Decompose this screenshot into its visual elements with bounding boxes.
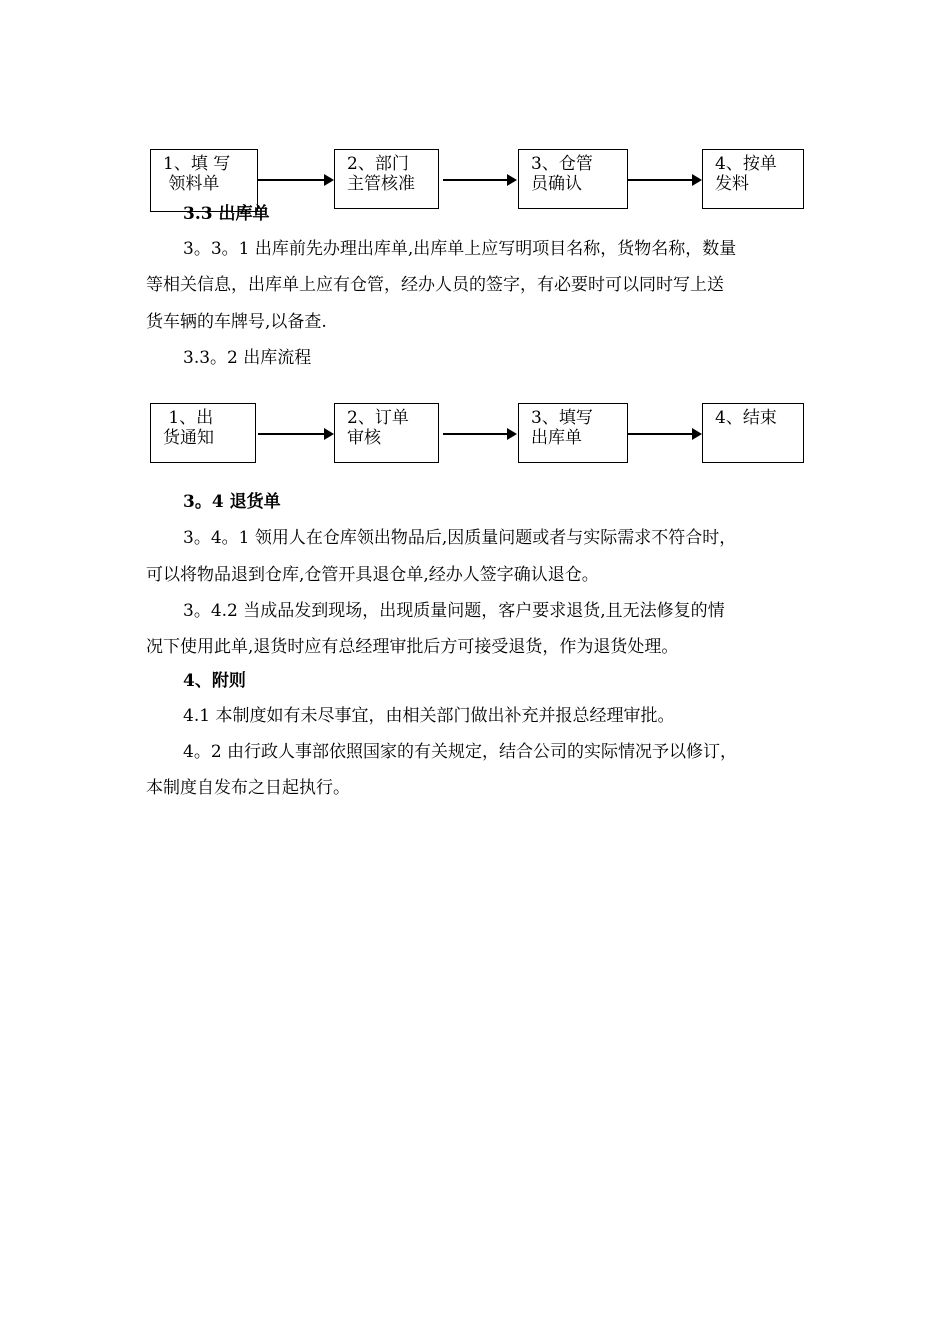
section-3-4-line-1: 3。4。1 领用人在仓库领出物品后,因质量问题或者与实际需求不符合时， xyxy=(183,528,737,548)
flow2-step-4: 4、结束 xyxy=(702,403,804,463)
section-3-4-line-2: 可以将物品退到仓库,仓管开具退仓单,经办人签字确认退仓。 xyxy=(146,565,599,585)
flow1-step-3: 3、仓管 员确认 xyxy=(518,149,628,209)
flow2-step-2: 2、订单 审核 xyxy=(334,403,439,463)
section-4-heading: 4、附则 xyxy=(183,671,246,691)
flow1-arrow-1 xyxy=(258,179,332,181)
flow2-arrow-1 xyxy=(258,433,332,435)
flow1-arrow-3 xyxy=(628,179,700,181)
section-3-3-line-2: 等相关信息，出库单上应有仓管，经办人员的签字，有必要时可以同时写上送 xyxy=(146,275,724,295)
section-3-4-line-3: 3。4.2 当成品发到现场，出现质量问题，客户要求退货,且无法修复的情 xyxy=(183,601,725,621)
flow1-arrow-2 xyxy=(443,179,515,181)
section-3-3-line-4: 3.3。2 出库流程 xyxy=(183,348,312,368)
section-4-line-3: 本制度自发布之日起执行。 xyxy=(146,778,350,798)
section-4-line-2: 4。2 由行政人事部依照国家的有关规定，结合公司的实际情况予以修订， xyxy=(183,742,738,762)
flow1-step-4: 4、按单 发料 xyxy=(702,149,804,209)
section-3-4-heading: 3。4 退货单 xyxy=(183,492,281,512)
flow2-step-1: 1、出 货通知 xyxy=(150,403,256,463)
section-3-3-line-1: 3。3。1 出库前先办理出库单,出库单上应写明项目名称，货物名称，数量 xyxy=(183,239,737,259)
flow2-step-3: 3、填写 出库单 xyxy=(518,403,628,463)
flow1-step-1: 1、填 写 领料单 xyxy=(150,149,258,212)
section-3-3-heading: 3.3 出库单 xyxy=(183,204,270,224)
section-3-4-line-4: 况下使用此单,退货时应有总经理审批后方可接受退货，作为退货处理。 xyxy=(146,637,679,657)
section-4-line-1: 4.1 本制度如有未尽事宜，由相关部门做出补充并报总经理审批。 xyxy=(183,706,675,726)
flow1-step-2: 2、部门 主管核准 xyxy=(334,149,439,209)
section-3-3-line-3: 货车辆的车牌号,以备查. xyxy=(146,312,327,332)
flow2-arrow-2 xyxy=(443,433,515,435)
flow2-arrow-3 xyxy=(628,433,700,435)
